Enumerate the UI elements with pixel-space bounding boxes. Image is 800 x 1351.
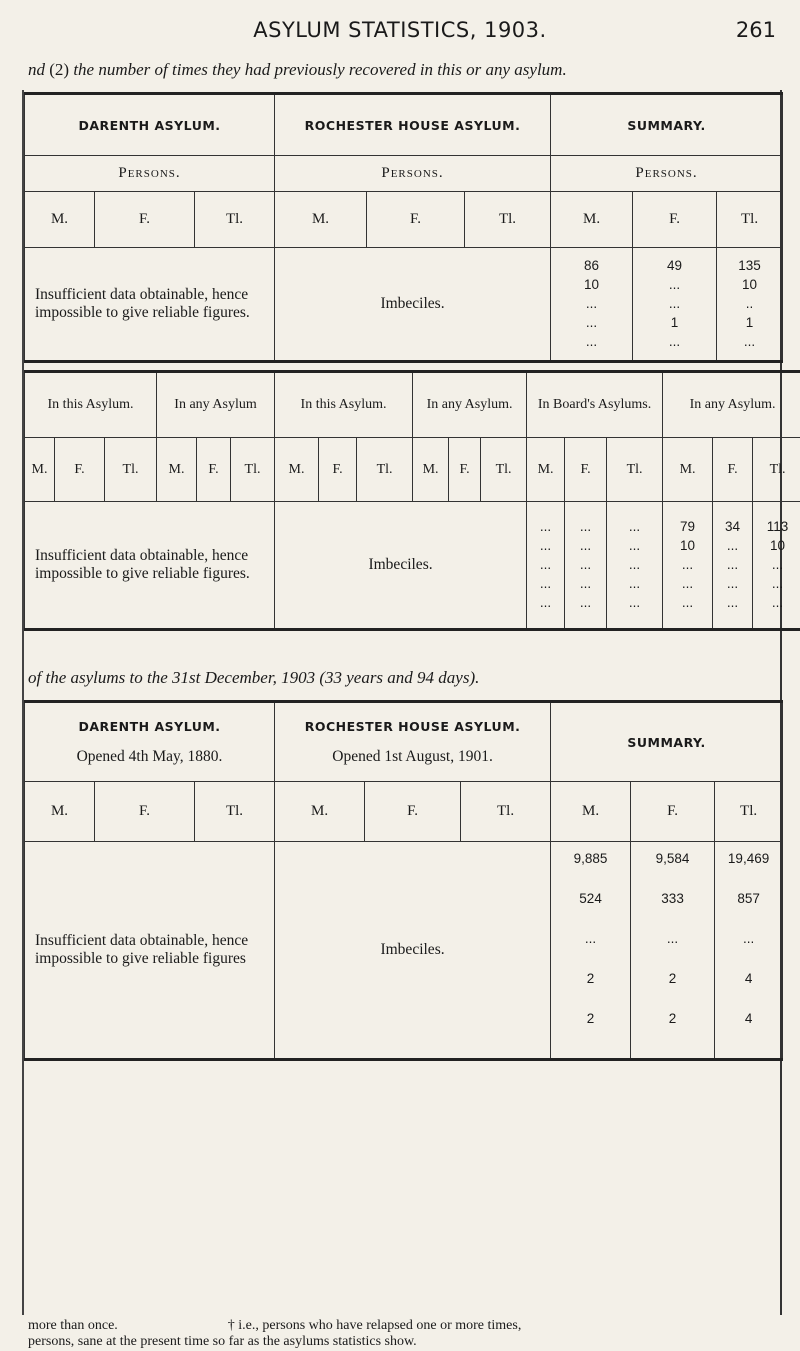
footnote-line1-right: † i.e., persons who have relapsed one or more times, xyxy=(227,1318,522,1333)
col-m: M. xyxy=(527,438,565,502)
col-f: F. xyxy=(319,438,357,502)
col-m: M. xyxy=(551,782,631,842)
table-previous-recoveries-top xyxy=(24,92,783,363)
footnote xyxy=(28,1318,521,1350)
any-m-values: 79 10 ... ... ... xyxy=(663,502,713,630)
rochester-opened: Opened 1st August, 1901. xyxy=(332,747,493,765)
caption-number: (2) xyxy=(49,60,70,79)
note-insufficient-data: Insufficient data obtainable, hence impossible to give reliable figures. xyxy=(25,248,275,362)
boards-m-values: ... ... ... ... ... xyxy=(527,502,565,630)
institution-darenth: DARENTH ASYLUM. xyxy=(78,718,221,734)
group-any-asylum: In any Asylum. xyxy=(413,372,527,438)
page-number: 261 xyxy=(735,18,776,42)
institution-rochester: ROCHESTER HOUSE ASYLUM. xyxy=(275,94,551,156)
boards-tl-values: ... ... ... ... ... xyxy=(607,502,663,630)
col-m: M. xyxy=(275,438,319,502)
note-insufficient-data: Insufficient data obtainable, hence impossible to give reliable figures xyxy=(25,842,275,1060)
group-any-asylum: In any Asylum xyxy=(157,372,275,438)
col-tl: Tl. xyxy=(105,438,157,502)
summary-f-values: 9,584 333 ... 2 2 xyxy=(631,842,715,1060)
note-imbeciles: Imbeciles. xyxy=(275,842,551,1060)
col-tl: Tl. xyxy=(715,782,783,842)
group-this-asylum: In this Asylum. xyxy=(25,372,157,438)
col-f: F. xyxy=(365,782,461,842)
summary-tl-values: 135 10 .. 1 ... xyxy=(717,248,783,362)
institution-summary: SUMMARY. xyxy=(551,702,783,782)
col-tl: Tl. xyxy=(481,438,527,502)
col-m: M. xyxy=(413,438,449,502)
col-tl: Tl. xyxy=(195,782,275,842)
page-title: ASYLUM STATISTICS, 1903. xyxy=(253,18,547,42)
institution-rochester: ROCHESTER HOUSE ASYLUM. xyxy=(304,718,521,734)
caption-lead: nd xyxy=(28,60,45,79)
col-tl: Tl. xyxy=(461,782,551,842)
col-f: F. xyxy=(197,438,231,502)
col-m: M. xyxy=(157,438,197,502)
col-f: F. xyxy=(565,438,607,502)
institution-darenth: DARENTH ASYLUM. xyxy=(25,94,275,156)
group-any-asylum: In any Asylum. xyxy=(663,372,800,438)
col-m: M. xyxy=(275,192,367,248)
col-m: M. xyxy=(25,782,95,842)
col-m: M. xyxy=(25,192,95,248)
note-imbeciles: Imbeciles. xyxy=(275,502,527,630)
boards-f-values: ... ... ... ... ... xyxy=(565,502,607,630)
col-m: M. xyxy=(25,438,55,502)
table-totals-since-opening xyxy=(24,700,783,1061)
col-tl: Tl. xyxy=(717,192,783,248)
col-tl: Tl. xyxy=(231,438,275,502)
col-f: F. xyxy=(449,438,481,502)
col-tl: Tl. xyxy=(465,192,551,248)
caption-top xyxy=(28,60,567,80)
col-m: M. xyxy=(551,192,633,248)
darenth-opened: Opened 4th May, 1880. xyxy=(76,747,223,765)
summary-tl-values: 19,469 857 ... 4 4 xyxy=(715,842,783,1060)
col-f: F. xyxy=(631,782,715,842)
footnote-line2: persons, sane at the present time so far as the asylums statistics show. xyxy=(28,1334,417,1349)
col-f: F. xyxy=(55,438,105,502)
col-tl: Tl. xyxy=(195,192,275,248)
col-f: F. xyxy=(713,438,753,502)
persons-label-summary: Persons. xyxy=(551,156,783,192)
col-tl: Tl. xyxy=(607,438,663,502)
any-tl-values: 113 10 ... ... ... xyxy=(753,502,800,630)
summary-m-values: 86 10 ... ... ... xyxy=(551,248,633,362)
summary-m-values: 9,885 524 ... 2 2 xyxy=(551,842,631,1060)
col-f: F. xyxy=(95,192,195,248)
persons-label-rochester: Persons. xyxy=(275,156,551,192)
col-m: M. xyxy=(663,438,713,502)
group-this-asylum: In this Asylum. xyxy=(275,372,413,438)
institution-summary: SUMMARY. xyxy=(551,94,783,156)
col-f: F. xyxy=(367,192,465,248)
col-f: F. xyxy=(95,782,195,842)
col-f: F. xyxy=(633,192,717,248)
any-f-values: 34 ... ... ... ... xyxy=(713,502,753,630)
col-m: M. xyxy=(275,782,365,842)
summary-f-values: 49 ... ... 1 ... xyxy=(633,248,717,362)
rochester-header xyxy=(275,702,551,782)
group-boards-asylums: In Board's Asylums. xyxy=(527,372,663,438)
darenth-header xyxy=(25,702,275,782)
note-insufficient-data: Insufficient data obtainable, hence impossible to give reliable figures. xyxy=(25,502,275,630)
caption-middle: of the asylums to the 31st December, 1903 (33 years and 94 days). xyxy=(28,668,480,687)
col-tl: Tl. xyxy=(753,438,800,502)
note-imbeciles: Imbeciles. xyxy=(275,248,551,362)
caption-text: the number of times they had previously recovered in this or any asylum. xyxy=(73,60,567,79)
table-previous-recoveries-detail xyxy=(24,370,800,631)
footnote-line1-left: more than once. xyxy=(28,1318,118,1333)
persons-label-darenth: Persons. xyxy=(25,156,275,192)
col-tl: Tl. xyxy=(357,438,413,502)
